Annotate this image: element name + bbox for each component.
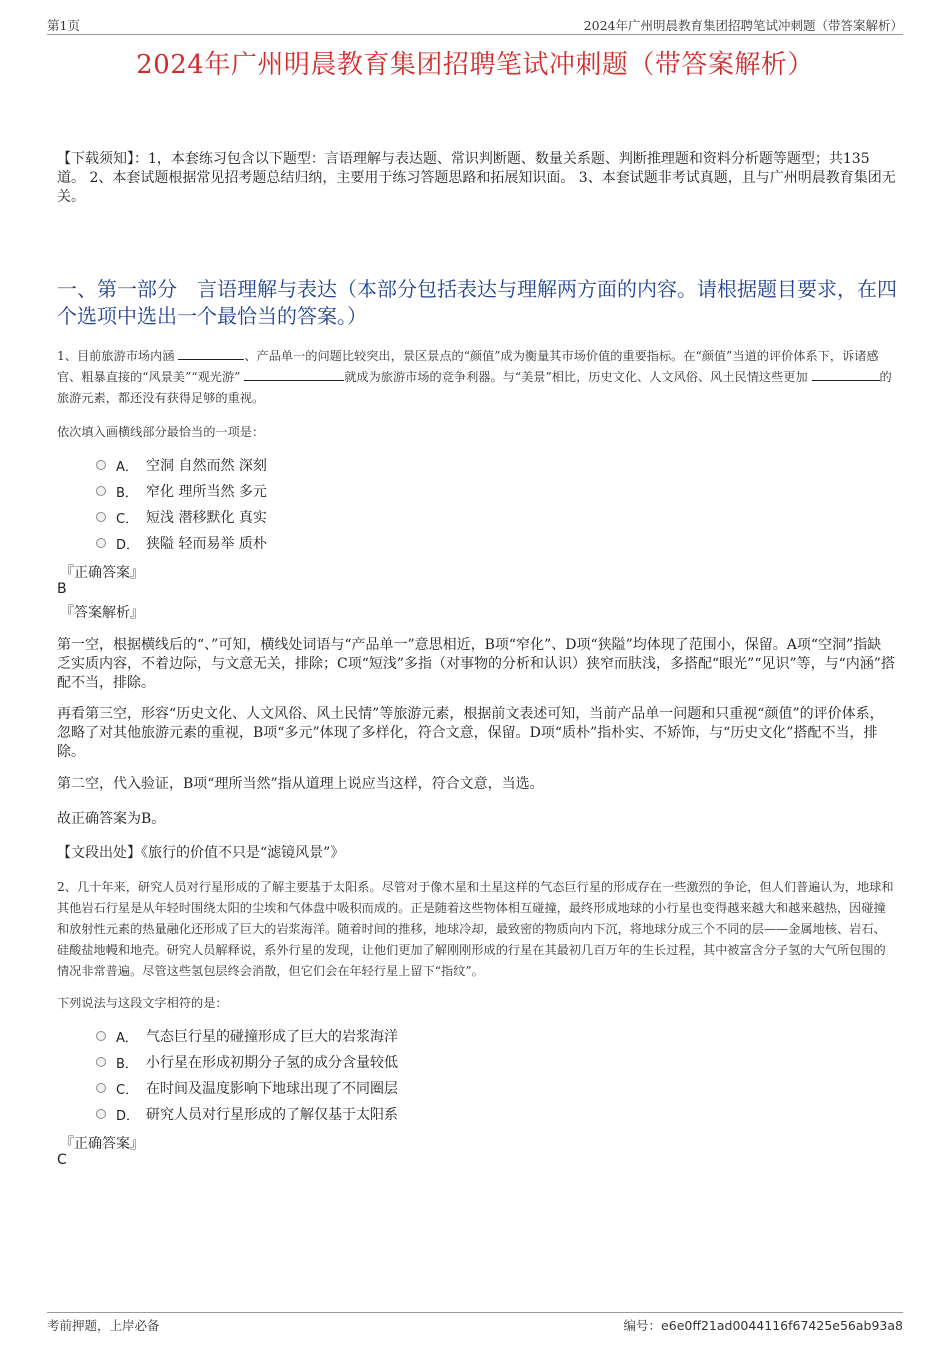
radio-icon[interactable] — [96, 1109, 106, 1119]
analysis-paragraph: 第一空，根据横线后的“、”可知，横线处词语与“产品单一”意思相近，B项“窄化”、D项“狭隘”均体现了范围小，保留。A项“空洞”指缺乏实质内容，不着边际，与文意无关，排除；C项“短浅”多指（对事物的分析和认识）狭窄而肤浅，多搭配“眼光”“见识”等，与“内涵”搭配不当，排除。 — [57, 637, 895, 691]
page-footer — [47, 1312, 903, 1333]
question-1-text — [57, 346, 897, 409]
section-heading: 一、第一部分 言语理解与表达（本部分包括表达与理解两方面的内容。请根据题目要求，在四个选项中选出一个最恰当的答案。） — [57, 277, 897, 328]
radio-icon[interactable] — [96, 512, 106, 522]
option-c[interactable]: C． 短浅 潜移默化 真实 — [96, 504, 267, 530]
fill-blank — [244, 367, 344, 381]
radio-icon[interactable] — [96, 460, 106, 470]
q1-text-part: 1、目前旅游市场内涵 — [57, 349, 179, 363]
analysis-paragraph: 第二空，代入验证，B项“理所当然”指从道理上说应当这样，符合文意，当选。 — [57, 776, 544, 792]
question-2-prompt: 下列说法与这段文字相符的是： — [57, 996, 228, 1010]
page-number: 第1页 — [47, 18, 80, 33]
passage-source: 【文段出处】《旅行的价值不只是“滤镜风景”》 — [57, 845, 345, 861]
option-b[interactable]: B． 窄化 理所当然 多元 — [96, 478, 267, 504]
download-notice: 【下载须知】：1，本套练习包含以下题型：言语理解与表达题、常识判断题、数量关系题、判断推理题和资料分析题等题型；共135道。 2、本套试题根据常见招考题总结归纳，主要用于练习答题思路和拓展知识面。 3、本套试题非考试真题，且与广州明晨教育集团无关。 — [57, 151, 896, 205]
radio-icon[interactable] — [96, 538, 106, 548]
question-2-options — [96, 1023, 398, 1127]
analysis-label: 『答案解析』 — [60, 605, 144, 621]
answer-label: 『正确答案』 — [60, 1136, 144, 1152]
radio-icon[interactable] — [96, 486, 106, 496]
radio-icon[interactable] — [96, 1031, 106, 1041]
document-title: 2024年广州明晨教育集团招聘笔试冲刺题（带答案解析） — [136, 50, 814, 80]
q1-text-part: 、产品单一的问题比较突出，景区景点的“颜值”成为衡量其市场价值的重要指标。在“颜值”当道的评价体系下，诉诸感官、粗暴直接的“风景美”“观光游” — [57, 349, 879, 384]
question-1-prompt: 依次填入画横线部分最恰当的一项是： — [57, 425, 265, 439]
page-header — [47, 14, 903, 35]
option-a[interactable]: A． 气态巨行星的碰撞形成了巨大的岩浆海洋 — [96, 1023, 398, 1049]
header-doc-title: 2024年广州明晨教育集团招聘笔试冲刺题（带答案解析） — [583, 18, 903, 33]
footer-slogan: 考前押题，上岸必备 — [47, 1318, 160, 1333]
analysis-conclusion: 故正确答案为B。 — [57, 811, 166, 827]
q1-text-part: 就成为旅游市场的竞争利器。与“美景”相比，历史文化、人文风俗、风土民情这些更加 — [344, 370, 812, 384]
radio-icon[interactable] — [96, 1057, 106, 1067]
option-d[interactable]: D． 狭隘 轻而易举 质朴 — [96, 530, 267, 556]
answer-value: C — [57, 1152, 67, 1168]
fill-blank — [812, 367, 880, 381]
option-d[interactable]: D． 研究人员对行星形成的了解仅基于太阳系 — [96, 1101, 398, 1127]
option-a[interactable]: A． 空洞 自然而然 深刻 — [96, 452, 267, 478]
footer-serial: 编号：e6e0ff21ad0044116f67425e56ab93a8 — [623, 1318, 903, 1333]
option-c[interactable]: C． 在时间及温度影响下地球出现了不同圈层 — [96, 1075, 398, 1101]
fill-blank — [178, 346, 244, 360]
radio-icon[interactable] — [96, 1083, 106, 1093]
analysis-paragraph: 再看第三空，形容“历史文化、人文风俗、风土民情”等旅游元素，根据前文表述可知，当前产品单一问题和只重视“颜值”的评价体系，忽略了对其他旅游元素的重视，B项“多元”体现了多样化，符合文意，保留。D项“质朴”指朴实、不矫饰，与“历史文化”搭配不当，排除。 — [57, 706, 884, 760]
answer-label: 『正确答案』 — [60, 565, 144, 581]
answer-value: B — [57, 581, 67, 597]
q1-text-part: 的旅游元素，都还没有获得足够的重视。 — [57, 370, 892, 405]
question-1-options — [96, 452, 267, 556]
question-2-text: 2、几十年来，研究人员对行星形成的了解主要基于太阳系。尽管对于像木星和土星这样的气态巨行星的形成存在一些激烈的争论，但人们普遍认为，地球和其他岩石行星是从年轻时围绕太阳的尘埃和气体盘中吸积而成的。正是随着这些物体相互碰撞，最终形成地球的小行星也变得越来越大和越来越热，因碰撞和放射性元素的热量融化还形成了巨大的岩浆海洋。随着时间的推移，地球冷却，最致密的物质向内下沉，将地球分成三个不同的层——金属地核、岩石、硅酸盐地幔和地壳。研究人员解释说，系外行星的发现，让他们更加了解刚刚形成的行星在其最初几百万年的生长过程，其中被富含分子氢的大气所包围的情况非常普遍。尽管这些氢包层终会消散，但它们会在年轻行星上留下“指纹”。 — [57, 880, 894, 978]
option-b[interactable]: B． 小行星在形成初期分子氢的成分含量较低 — [96, 1049, 398, 1075]
